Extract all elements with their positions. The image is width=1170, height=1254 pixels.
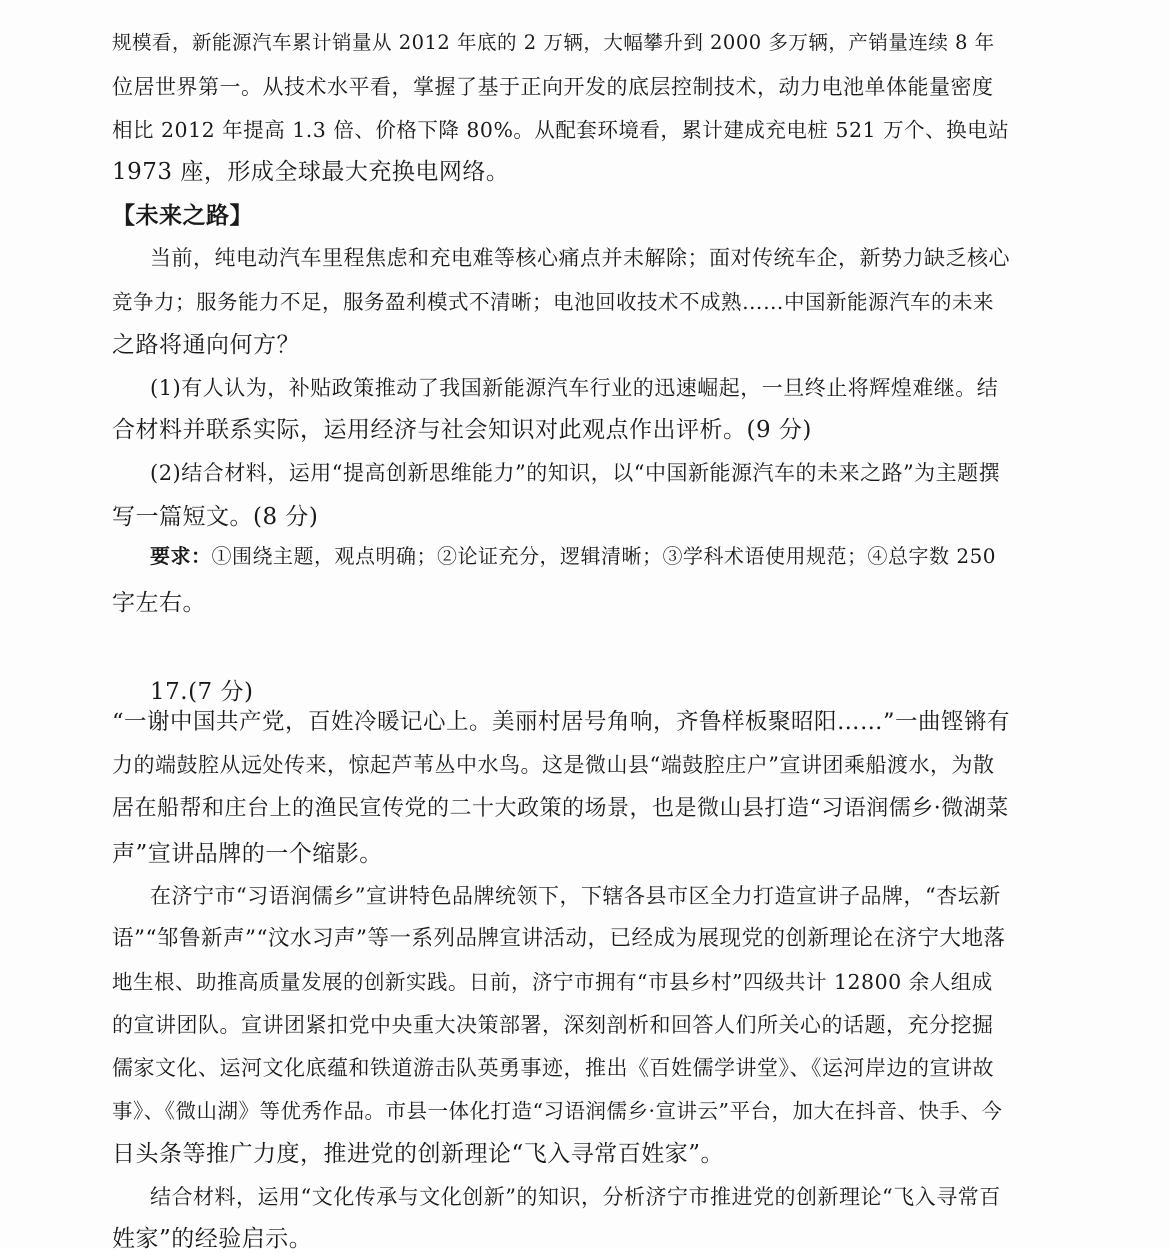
- question-1-line: (1)有人认为，补贴政策推动了我国新能源汽车行业的迅速崛起，一旦终止将辉煌难继。结: [150, 376, 999, 400]
- text-line: 居在船帮和庄台上的渔民宣传党的二十大政策的场景，也是微山县打造“习语润儒乡·微湖菜: [112, 796, 1009, 821]
- text-line: 位居世界第一。从技术水平看，掌握了基于正向开发的底层控制技术，动力电池单体能量密度: [112, 75, 994, 99]
- text-line: 的宣讲团队。宣讲团紧扣党中央重大决策部署，深刻剖析和回答人们所关心的话题，充分挖掘: [112, 1013, 994, 1037]
- text-line: 力的端鼓腔从远处传来，惊起芦苇丛中水鸟。这是微山县“端鼓腔庄户”宣讲团乘船渡水，为散: [112, 753, 995, 777]
- text-line: 语”“邹鲁新声”“汶水习声”等一系列品牌宣讲活动，已经成为展现党的创新理论在济宁大地落: [112, 926, 1006, 951]
- text-line: 声”宣讲品牌的一个缩影。: [112, 841, 383, 867]
- text-line: 竞争力；服务能力不足，服务盈利模式不清晰；电池回收技术不成熟……中国新能源汽车的未来: [112, 290, 994, 314]
- requirement-text: ①围绕主题，观点明确；②论证充分，逻辑清晰；③学科术语使用规范；④总字数 250: [211, 544, 997, 568]
- text-line: 规模看，新能源汽车累计销量从 2012 年底的 2 万辆，大幅攀升到 2000 多万辆，产销量连续 8 年: [112, 31, 995, 54]
- requirement-line: 字左右。: [112, 590, 206, 616]
- question-2-line: 写一篇短文。(8 分): [112, 504, 319, 530]
- text-line: 儒家文化、运河文化底蕴和铁道游击队英勇事迹，推出《百姓儒学讲堂》、《运河岸边的宣讲故: [112, 1056, 994, 1080]
- text-line: 事》、《微山湖》等优秀作品。市县一体化打造“习语润儒乡·宣讲云”平台，加大在抖音、快手、今: [112, 1099, 1003, 1123]
- text-line: 之路将通向何方？: [112, 332, 300, 358]
- section-heading: 【未来之路】: [112, 202, 253, 229]
- text-line: 相比 2012 年提高 1.3 倍、价格下降 80%。从配套环境看，累计建成充电桩 521 万个、换电站: [112, 118, 1010, 142]
- question-1-line: 合材料并联系实际，运用经济与社会知识对此观点作出评析。(9 分): [112, 417, 812, 443]
- text-line: 日头条等推广力度，推进党的创新理论“飞入寻常百姓家”。: [112, 1141, 725, 1167]
- text-line: 1973 座，形成全球最大充换电网络。: [112, 159, 510, 185]
- requirement-label: 要求：: [150, 544, 212, 568]
- requirement-line: [150, 541, 996, 571]
- question-17-title: 17.(7 分): [150, 679, 254, 705]
- text-line: “一谢中国共产党，百姓冷暖记心上。美丽村居号角响，齐鲁样板聚昭阳……”一曲铿锵有: [112, 709, 1011, 735]
- question-17-prompt: 结合材料，运用“文化传承与文化创新”的知识，分析济宁市推进党的创新理论“飞入寻常百: [150, 1185, 1001, 1209]
- question-2-line: (2)结合材料，运用“提高创新思维能力”的知识，以“中国新能源汽车的未来之路”为主题撰: [150, 461, 1001, 485]
- question-17-prompt: 姓家”的经验启示。: [112, 1226, 313, 1252]
- text-line: 当前，纯电动汽车里程焦虑和充电难等核心痛点并未解除；面对传统车企，新势力缺乏核心: [150, 246, 1010, 270]
- text-line: 地生根、助推高质量发展的创新实践。日前，济宁市拥有“市县乡村”四级共计 12800 余人组成: [112, 970, 993, 994]
- text-line: 在济宁市“习语润儒乡”宣讲特色品牌统领下，下辖各县市区全力打造宣讲子品牌，“杏坛新: [150, 884, 1001, 908]
